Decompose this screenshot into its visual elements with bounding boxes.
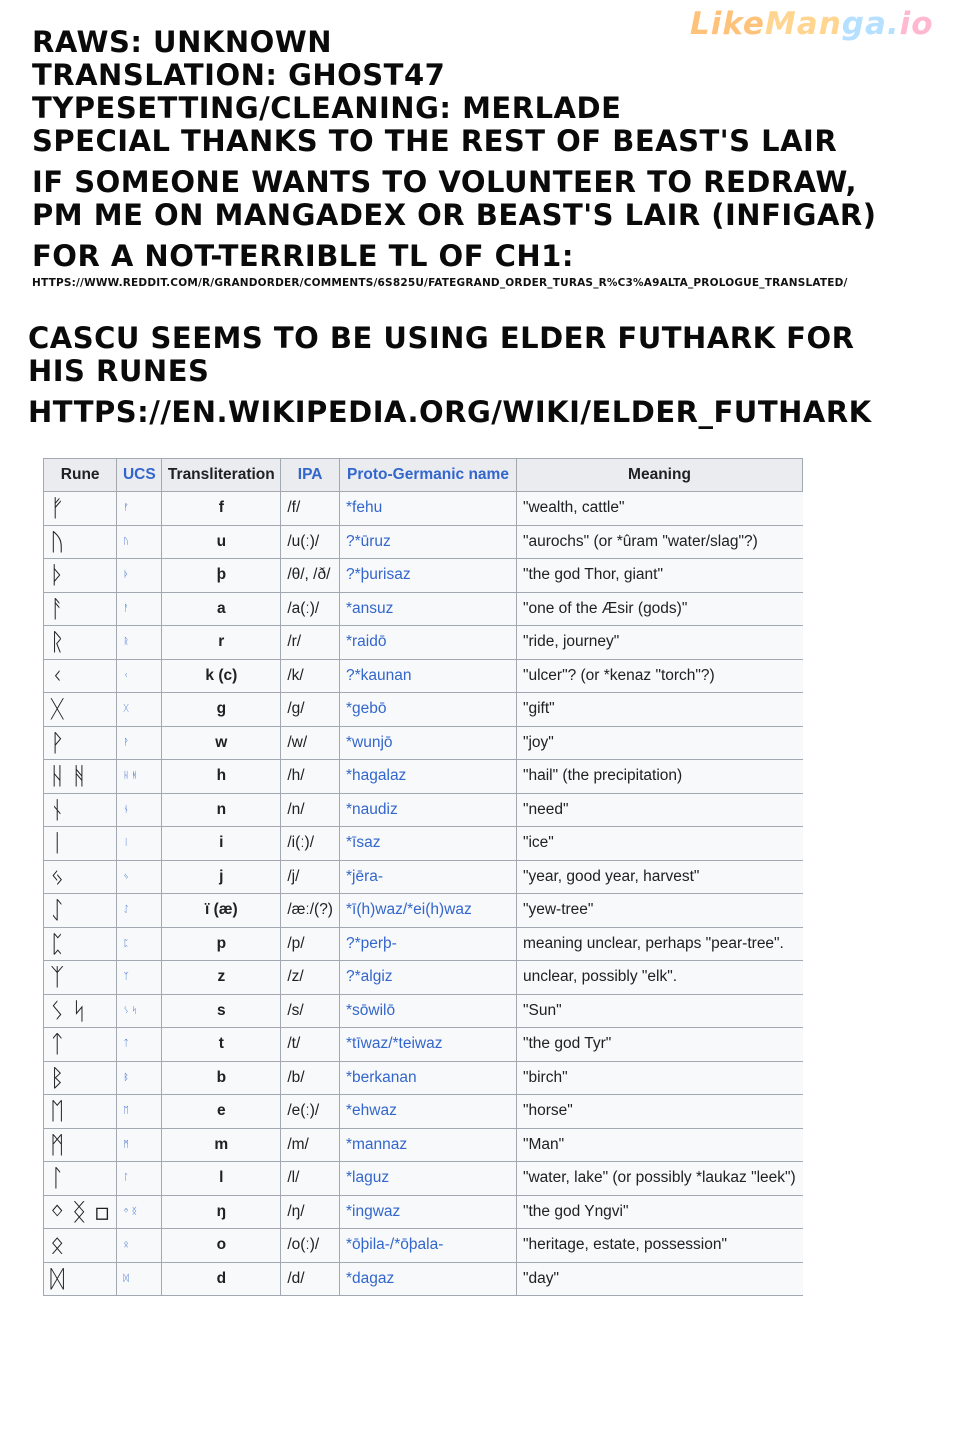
meaning-cell: "water, lake" (or possibly *laukaz "leek") <box>516 1162 802 1196</box>
table-row <box>44 1262 803 1296</box>
transliteration-cell: a <box>162 592 281 626</box>
meaning-cell: "aurochs" (or *ûram "water/slag"?) <box>516 525 802 559</box>
ipa-cell: /θ/, /ð/ <box>281 559 340 593</box>
credit-thanks: SPECIAL THANKS TO THE REST OF BEAST'S LAIR <box>32 124 838 158</box>
credit-contact: PM ME ON MANGADEX OR BEAST'S LAIR (INFIGAR) <box>32 198 877 232</box>
table-row <box>44 760 803 794</box>
table-row <box>44 1128 803 1162</box>
ucs-cell[interactable]: ᚨ <box>117 592 162 626</box>
ipa-cell: /o(ː)/ <box>281 1229 340 1263</box>
proto-germanic-cell[interactable]: ?*algiz <box>339 961 516 995</box>
header-proto-germanic <box>339 459 516 492</box>
ipa-cell: /n/ <box>281 793 340 827</box>
ipa-cell: /w/ <box>281 726 340 760</box>
proto-germanic-cell[interactable]: *mannaz <box>339 1128 516 1162</box>
ipa-cell: /h/ <box>281 760 340 794</box>
table-row <box>44 559 803 593</box>
rune-cell: ᛖ <box>44 1095 117 1129</box>
credit-tl-link-label: FOR A NOT-TERRIBLE TL OF CH1: <box>32 239 574 273</box>
proto-germanic-cell[interactable]: *gebō <box>339 693 516 727</box>
meaning-cell: "ice" <box>516 827 802 861</box>
transliteration-cell: l <box>162 1162 281 1196</box>
ipa-cell: /k/ <box>281 659 340 693</box>
ucs-cell[interactable]: ᚱ <box>117 626 162 660</box>
ucs-cell[interactable]: ᛖ <box>117 1095 162 1129</box>
meaning-cell: "the god Yngvi" <box>516 1195 802 1229</box>
transliteration-cell: n <box>162 793 281 827</box>
proto-germanic-cell[interactable]: ?*þurisaz <box>339 559 516 593</box>
rune-cell: ᚾ <box>44 793 117 827</box>
ucs-cell[interactable]: ᛒ <box>117 1061 162 1095</box>
proto-germanic-cell[interactable]: *laguz <box>339 1162 516 1196</box>
transliteration-cell: g <box>162 693 281 727</box>
ipa-cell: /i(ː)/ <box>281 827 340 861</box>
ucs-cell[interactable]: ᚲ <box>117 659 162 693</box>
rune-cell: ᛞ <box>44 1262 117 1296</box>
meaning-cell: unclear, possibly "elk". <box>516 961 802 995</box>
table-row <box>44 1162 803 1196</box>
ipa-cell: /z/ <box>281 961 340 995</box>
credits-block <box>32 26 932 273</box>
rune-cell: ᛁ <box>44 827 117 861</box>
ucs-cell[interactable]: ᛃ <box>117 860 162 894</box>
proto-germanic-cell[interactable]: ?*ūruz <box>339 525 516 559</box>
meaning-cell: meaning unclear, perhaps "pear-tree". <box>516 927 802 961</box>
rune-note-line: CASCU SEEMS TO BE USING ELDER FUTHARK FOR <box>28 321 855 355</box>
ucs-cell[interactable]: ᚹ <box>117 726 162 760</box>
ipa-cell: /g/ <box>281 693 340 727</box>
proto-germanic-cell[interactable]: *tīwaz/*teiwaz <box>339 1028 516 1062</box>
header-transliteration: Transliteration <box>162 459 281 492</box>
ipa-cell: /d/ <box>281 1262 340 1296</box>
header-proto-germanic-text[interactable]: Proto-Germanic name <box>347 466 509 483</box>
transliteration-cell: z <box>162 961 281 995</box>
proto-germanic-cell[interactable]: *ehwaz <box>339 1095 516 1129</box>
ipa-cell: /b/ <box>281 1061 340 1095</box>
proto-germanic-cell[interactable]: *dagaz <box>339 1262 516 1296</box>
meaning-cell: "the god Tyr" <box>516 1028 802 1062</box>
table-row <box>44 1095 803 1129</box>
ipa-cell: /ŋ/ <box>281 1195 340 1229</box>
transliteration-cell: e <box>162 1095 281 1129</box>
rune-cell: ᛗ <box>44 1128 117 1162</box>
ipa-cell: /e(ː)/ <box>281 1095 340 1129</box>
transliteration-cell: u <box>162 525 281 559</box>
rune-cell: ᚺ ᚻ <box>44 760 117 794</box>
transliteration-cell: o <box>162 1229 281 1263</box>
header-meaning: Meaning <box>516 459 802 492</box>
meaning-cell: "yew-tree" <box>516 894 802 928</box>
ucs-cell[interactable]: ᚦ <box>117 559 162 593</box>
ucs-cell[interactable]: ᛞ <box>117 1262 162 1296</box>
credit-raws: RAWS: UNKNOWN <box>32 25 333 59</box>
rune-cell: ᛉ <box>44 961 117 995</box>
ipa-cell: /r/ <box>281 626 340 660</box>
rune-cell: ᛈ <box>44 927 117 961</box>
table-row <box>44 726 803 760</box>
credit-volunteer: IF SOMEONE WANTS TO VOLUNTEER TO REDRAW, <box>32 165 857 199</box>
ipa-cell: /t/ <box>281 1028 340 1062</box>
ucs-cell[interactable]: ᛟ <box>117 1229 162 1263</box>
proto-germanic-cell[interactable]: ?*perþ- <box>339 927 516 961</box>
meaning-cell: "heritage, estate, possession" <box>516 1229 802 1263</box>
ucs-cell[interactable]: ᛉ <box>117 961 162 995</box>
transliteration-cell: b <box>162 1061 281 1095</box>
table-row <box>44 1229 803 1263</box>
meaning-cell: "year, good year, harvest" <box>516 860 802 894</box>
proto-germanic-cell[interactable]: *raidō <box>339 626 516 660</box>
header-ipa[interactable]: IPA <box>281 459 340 492</box>
transliteration-cell: i <box>162 827 281 861</box>
rune-cell: ᚢ <box>44 525 117 559</box>
table-header-row <box>44 459 803 492</box>
ucs-cell[interactable]: ᛗ <box>117 1128 162 1162</box>
transliteration-cell: p <box>162 927 281 961</box>
proto-germanic-cell[interactable]: *wunjō <box>339 726 516 760</box>
table-row <box>44 1061 803 1095</box>
rune-cell: ᛚ <box>44 1162 117 1196</box>
meaning-cell: "ulcer"? (or *kenaz "torch"?) <box>516 659 802 693</box>
ucs-cell[interactable]: ᛁ <box>117 827 162 861</box>
credit-typesetting: TYPESETTING/CLEANING: MERLADE <box>32 91 622 125</box>
proto-germanic-cell[interactable]: *jēra- <box>339 860 516 894</box>
rune-cell: ᛊ ᛋ <box>44 994 117 1028</box>
ucs-cell[interactable]: ᚢ <box>117 525 162 559</box>
ucs-cell[interactable]: ᛊ ᛋ <box>117 994 162 1028</box>
table-row <box>44 592 803 626</box>
credit-translation: TRANSLATION: GHOST47 <box>32 58 446 92</box>
transliteration-cell: d <box>162 1262 281 1296</box>
ipa-cell: /a(ː)/ <box>281 592 340 626</box>
ucs-cell[interactable]: ᛏ <box>117 1028 162 1062</box>
proto-germanic-cell[interactable]: *ōþila-/*ōþala- <box>339 1229 516 1263</box>
meaning-cell: "the god Thor, giant" <box>516 559 802 593</box>
ucs-cell[interactable]: ᛇ <box>117 894 162 928</box>
table-row <box>44 827 803 861</box>
table-row <box>44 1195 803 1229</box>
meaning-cell: "birch" <box>516 1061 802 1095</box>
transliteration-cell: r <box>162 626 281 660</box>
rune-cell: ᛟ <box>44 1229 117 1263</box>
ucs-cell[interactable]: ᚾ <box>117 793 162 827</box>
ucs-cell[interactable]: ᛈ <box>117 927 162 961</box>
proto-germanic-cell[interactable]: *īsaz <box>339 827 516 861</box>
proto-germanic-cell[interactable]: *ansuz <box>339 592 516 626</box>
rune-cell: ᛃ <box>44 860 117 894</box>
table-row <box>44 793 803 827</box>
transliteration-cell: ŋ <box>162 1195 281 1229</box>
ucs-cell[interactable]: ᛚ <box>117 1162 162 1196</box>
proto-germanic-cell[interactable]: *sōwilō <box>339 994 516 1028</box>
proto-germanic-cell[interactable]: *berkanan <box>339 1061 516 1095</box>
proto-germanic-cell[interactable]: *ī(h)waz/*ei(h)waz <box>339 894 516 928</box>
table-row <box>44 927 803 961</box>
table-row <box>44 1028 803 1062</box>
header-ucs[interactable]: UCS <box>117 459 162 492</box>
table-row <box>44 693 803 727</box>
meaning-cell: "one of the Æsir (gods)" <box>516 592 802 626</box>
rune-cell: ᚱ <box>44 626 117 660</box>
meaning-cell: "horse" <box>516 1095 802 1129</box>
transliteration-cell: j <box>162 860 281 894</box>
meaning-cell: "wealth, cattle" <box>516 492 802 526</box>
ucs-cell[interactable]: ᚷ <box>117 693 162 727</box>
elder-futhark-table <box>43 458 803 1296</box>
meaning-cell: "day" <box>516 1262 802 1296</box>
transliteration-cell: þ <box>162 559 281 593</box>
rune-cell: ᚠ <box>44 492 117 526</box>
table-row <box>44 659 803 693</box>
table-row <box>44 626 803 660</box>
rune-note-line: HIS RUNES <box>28 354 210 388</box>
wikipedia-link[interactable]: HTTPS://EN.WIKIPEDIA.ORG/WIKI/ELDER_FUTHARK <box>28 395 872 429</box>
transliteration-cell: k (c) <box>162 659 281 693</box>
transliteration-cell: w <box>162 726 281 760</box>
rune-cell: ᚲ <box>44 659 117 693</box>
ucs-cell[interactable]: ᚺ ᚻ <box>117 760 162 794</box>
rune-cell: ᛇ <box>44 894 117 928</box>
transliteration-cell: t <box>162 1028 281 1062</box>
rune-cell: ᚨ <box>44 592 117 626</box>
transliteration-cell: ï (æ) <box>162 894 281 928</box>
table-row <box>44 994 803 1028</box>
table-row <box>44 860 803 894</box>
ipa-cell: /p/ <box>281 927 340 961</box>
ipa-cell: /u(ː)/ <box>281 525 340 559</box>
rune-cell: ᛒ <box>44 1061 117 1095</box>
table-row <box>44 894 803 928</box>
proto-germanic-cell[interactable]: *naudiz <box>339 793 516 827</box>
proto-germanic-cell[interactable]: ?*kaunan <box>339 659 516 693</box>
ipa-cell: /æː/(?) <box>281 894 340 928</box>
ucs-cell[interactable]: ᚠ <box>117 492 162 526</box>
proto-germanic-cell[interactable]: *hagalaz <box>339 760 516 794</box>
rune-note <box>28 322 928 388</box>
ipa-cell: /j/ <box>281 860 340 894</box>
transliteration-cell: f <box>162 492 281 526</box>
meaning-cell: "Man" <box>516 1128 802 1162</box>
logo-part: Like <box>690 6 765 42</box>
meaning-cell: "hail" (the precipitation) <box>516 760 802 794</box>
table-row <box>44 525 803 559</box>
table-row <box>44 961 803 995</box>
header-rune: Rune <box>44 459 117 492</box>
rune-cell: ᚹ <box>44 726 117 760</box>
ucs-cell[interactable]: ᛜ ᛝ <box>117 1195 162 1229</box>
logo-part: Man <box>764 6 842 42</box>
ipa-cell: /f/ <box>281 492 340 526</box>
reddit-link[interactable]: HTTPS://WWW.REDDIT.COM/R/GRANDORDER/COMMENTS/6S825U/FATEGRAND_ORDER_TURAS_R%C3%A9ALTA_PROLOGUE_TRANSLATED/ <box>32 277 848 289</box>
ipa-cell: /m/ <box>281 1128 340 1162</box>
rune-cell: ᛏ <box>44 1028 117 1062</box>
ipa-cell: /l/ <box>281 1162 340 1196</box>
ipa-cell: /s/ <box>281 994 340 1028</box>
transliteration-cell: s <box>162 994 281 1028</box>
transliteration-cell: m <box>162 1128 281 1162</box>
meaning-cell: "Sun" <box>516 994 802 1028</box>
table-row <box>44 492 803 526</box>
meaning-cell: "ride, journey" <box>516 626 802 660</box>
proto-germanic-cell[interactable]: *ingwaz <box>339 1195 516 1229</box>
meaning-cell: "need" <box>516 793 802 827</box>
rune-cell: ᛜ ᛝ ▫ <box>44 1195 117 1229</box>
rune-cell: ᚦ <box>44 559 117 593</box>
transliteration-cell: h <box>162 760 281 794</box>
meaning-cell: "joy" <box>516 726 802 760</box>
meaning-cell: "gift" <box>516 693 802 727</box>
logo-part: io <box>899 6 934 42</box>
logo-part: ga. <box>841 6 900 42</box>
proto-germanic-cell[interactable]: *fehu <box>339 492 516 526</box>
rune-cell: ᚷ <box>44 693 117 727</box>
